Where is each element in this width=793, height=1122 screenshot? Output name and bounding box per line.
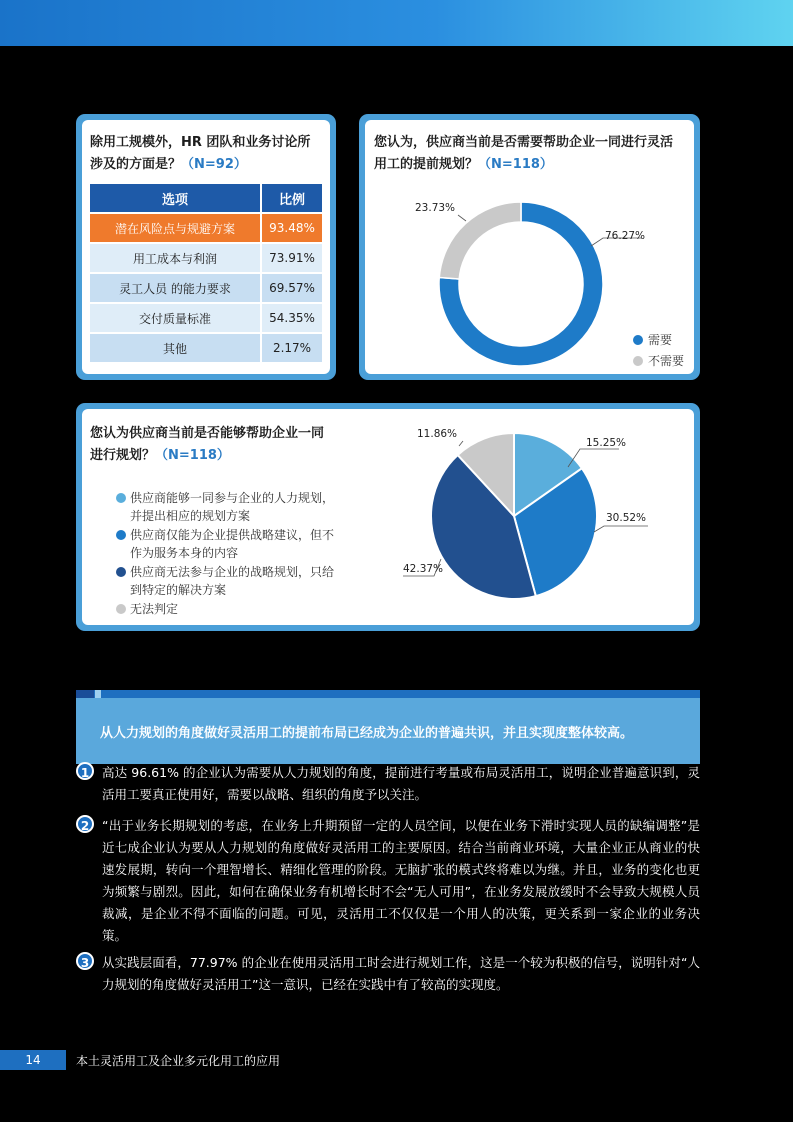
page-number: 14 [0,1050,66,1070]
data-label: 42.37% [403,563,444,575]
column-header-ratio: 比例 [260,184,322,212]
number-badge: 1 [76,762,94,780]
data-label: 11.86% [417,428,458,440]
callout-accent [76,690,94,698]
finding-paragraph-3 [76,952,700,996]
legend-label: 不需要 [648,354,685,368]
legend-swatch [633,335,643,345]
leader-line [459,441,463,446]
title-line-1: 您认为，供应商当前是否需要帮助企业一同进行灵活 [374,135,674,150]
legend-label-line2: 并提出相应的规划方案 [130,509,251,523]
legend-label-line1: 无法判定 [130,602,179,616]
donut-card-body [365,120,694,374]
table-row [90,244,322,272]
legend-label-line1: 供应商无法参与企业的战略规划，只给 [130,565,335,579]
title-line-2: 进行规划？ [90,448,156,463]
table-header-row [90,184,322,212]
table-card [76,114,336,380]
legend-item-not-need [633,352,684,369]
ratio-cell: 54.35% [260,304,322,332]
pie-card [76,403,700,631]
legend-label-line1: 供应商仅能为企业提供战略建议，但不 [130,528,335,542]
number-badge: 3 [76,952,94,970]
legend-swatch [633,356,643,366]
key-finding-text: 从人力规划的角度做好灵活用工的提前布局已经成为企业的普遍共识，并且实现度整体较高。 [100,726,634,741]
table-row [90,274,322,302]
finding-paragraph-2 [76,815,700,947]
title-line-2: 用工的提前规划？ [374,157,479,172]
data-label: 23.73% [415,202,456,214]
ratio-cell: 2.17% [260,334,322,362]
table-card-body [82,120,330,374]
survey-table [90,182,322,364]
option-cell: 潜在风险点与规避方案 [90,214,260,242]
ratio-cell: 69.57% [260,274,322,302]
table-row [90,304,322,332]
column-header-option: 选项 [90,184,260,212]
legend-label-line1: 供应商能够一同参与企业的人力规划， [130,491,335,505]
callout-accent-light [95,690,101,698]
pie-card-body [82,409,694,625]
title-line-2: 涉及的方面是？ [90,157,182,172]
title-line-1: 您认为供应商当前是否能够帮助企业一同 [90,426,325,441]
sample-size: （N=118） [478,157,553,172]
key-finding-callout [76,698,700,764]
finding-paragraph-1 [76,762,700,806]
data-label: 30.52% [606,512,647,524]
data-label: 15.25% [586,437,627,449]
sample-size: （N=118） [155,448,230,463]
option-cell: 灵工人员 的能力要求 [90,274,260,302]
option-cell: 其他 [90,334,260,362]
paragraph-text: 从实践层面看，77.97% 的企业在使用灵活用工时会进行规划工作，这是一个较为积极的信号，说明针对“人力规划的角度做好灵活用工”这一意识，已经在实践中有了较高的实现度。 [102,955,700,992]
legend-label-line2: 到特定的解决方案 [130,583,227,597]
data-label: 76.27% [605,230,646,242]
sample-size: （N=92） [181,157,247,172]
table-row [90,214,322,242]
paragraph-text: “出于业务长期规划的考虑，在业务上升期预留一定的人员空间，以便在业务下滑时实现人员的缺编调整”是近七成企业认为要从人力规划的角度做好灵活用工的主要原因。结合当前商业环境，大量企业正从商业的快速发展期，转向一个理智增长、精细化管理的阶段。无脑扩张的模式终将难以为继。并且，业务的变化也更为频繁与剧烈。因此，如何在确保业务有机增长时不会“无人可用”，在业务发展放缓时不会导致大规模人员裁减，是企业不得不面临的问题。可见，灵活用工不仅仅是一个用人的决策，更关系到一家企业的业务决策。 [102,818,700,943]
header-band [0,0,793,46]
legend-label: 需要 [648,333,673,347]
ratio-cell: 93.48% [260,214,322,242]
callout-bar [76,690,700,698]
ratio-cell: 73.91% [260,244,322,272]
leader-line [458,215,466,221]
option-cell: 用工成本与利润 [90,244,260,272]
footer-title: 本土灵活用工及企业多元化用工的应用 [76,1054,281,1068]
number-badge: 2 [76,815,94,833]
table-row [90,334,322,362]
donut-card [359,114,700,380]
paragraph-text: 高达 96.61% 的企业认为需要从人力规划的角度，提前进行考量或布局灵活用工，说明企业普遍意识到，灵活用工要真正使用好，需要以战略、组织的角度予以关注。 [102,765,700,802]
option-cell: 交付质量标准 [90,304,260,332]
table-card-title [90,132,334,176]
leader-line [594,526,648,532]
legend-item-need [633,331,672,348]
legend-label-line2: 作为服务本身的内容 [130,546,239,560]
pie-chart [82,409,694,625]
title-line-1: 除用工规模外，HR 团队和业务讨论所 [90,135,311,150]
